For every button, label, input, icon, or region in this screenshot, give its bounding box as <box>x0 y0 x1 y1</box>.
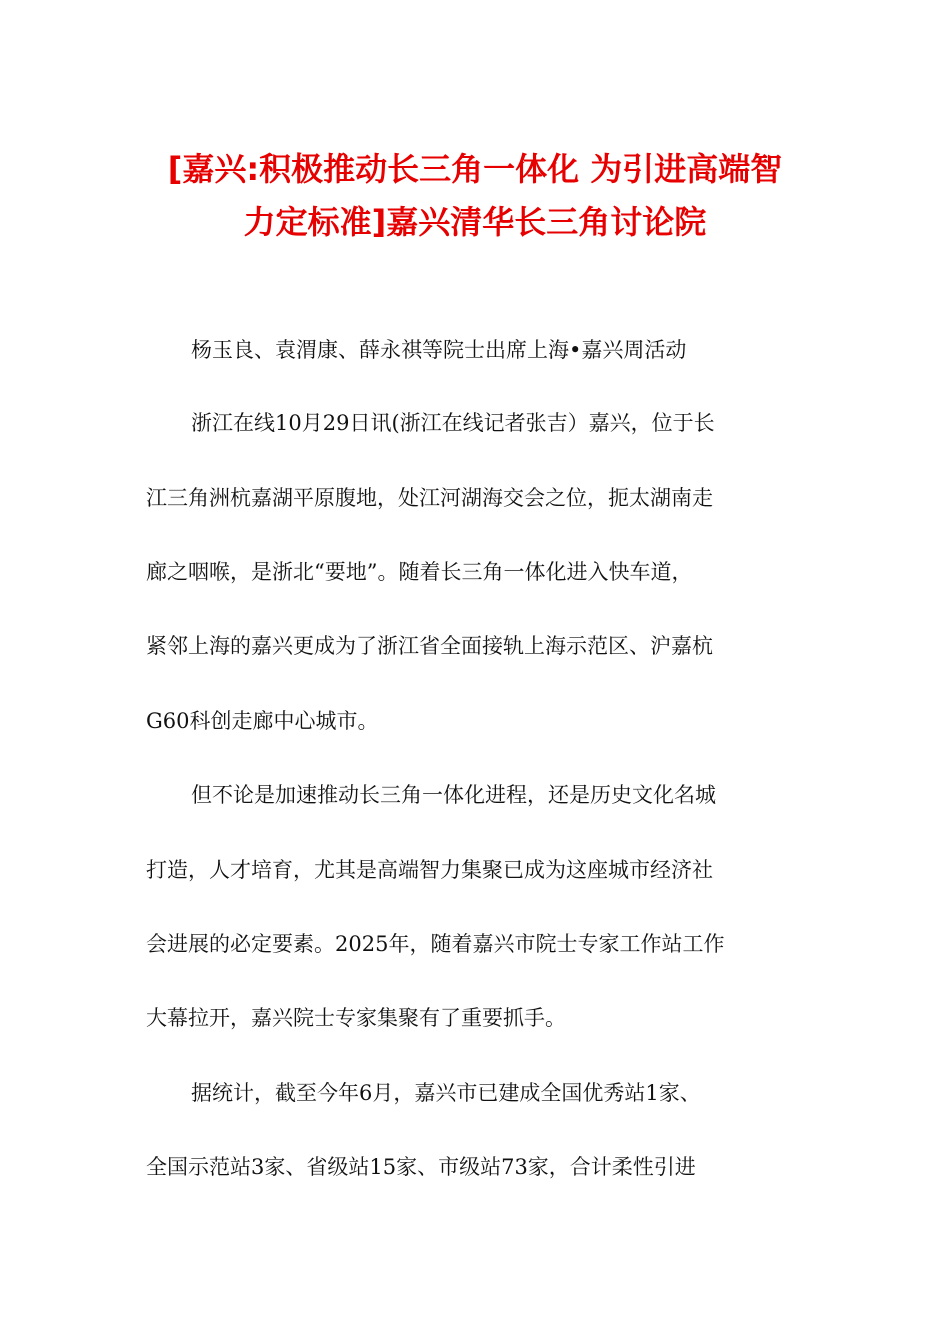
title-line-1: [嘉兴:积极推动长三角一体化 为引进高端智 <box>167 150 783 188</box>
title-line-2: 力定标准]嘉兴清华长三角讨论院 <box>243 203 707 241</box>
paragraph-line: 据统计，截至今年6月，嘉兴市已建成全国优秀站1家、 <box>191 1081 701 1105</box>
paragraph-line: 会进展的必定要素。2025年，随着嘉兴市院士专家工作站工作 <box>146 932 725 956</box>
paragraph-line: 浙江在线10月29日讯(浙江在线记者张吉）嘉兴，位于长 <box>191 411 715 435</box>
paragraph-line: 全国示范站3家、省级站15家、市级站73家，合计柔性引进 <box>146 1155 696 1179</box>
paragraph-line: 廊之咽喉，是浙北“要地”。随着长三角一体化进入快车道， <box>146 560 693 584</box>
paragraph-line: 打造，人才培育，尤其是高端智力集聚已成为这座城市经济社 <box>146 858 713 882</box>
paragraph-line: G60科创走廊中心城市。 <box>146 709 379 733</box>
paragraph-line: 紧邻上海的嘉兴更成为了浙江省全面接轨上海示范区、沪嘉杭 <box>146 634 713 658</box>
paragraph-line: 但不论是加速推动长三角一体化进程，还是历史文化名城 <box>191 783 716 807</box>
photo-caption: 杨玉良、袁渭康、薛永祺等院士出席上海•嘉兴周活动 <box>191 338 687 362</box>
paragraph-line: 江三角洲杭嘉湖平原腹地，处江河湖海交会之位，扼太湖南走 <box>146 486 713 510</box>
paragraph-line: 大幕拉开，嘉兴院士专家集聚有了重要抓手。 <box>146 1006 566 1030</box>
